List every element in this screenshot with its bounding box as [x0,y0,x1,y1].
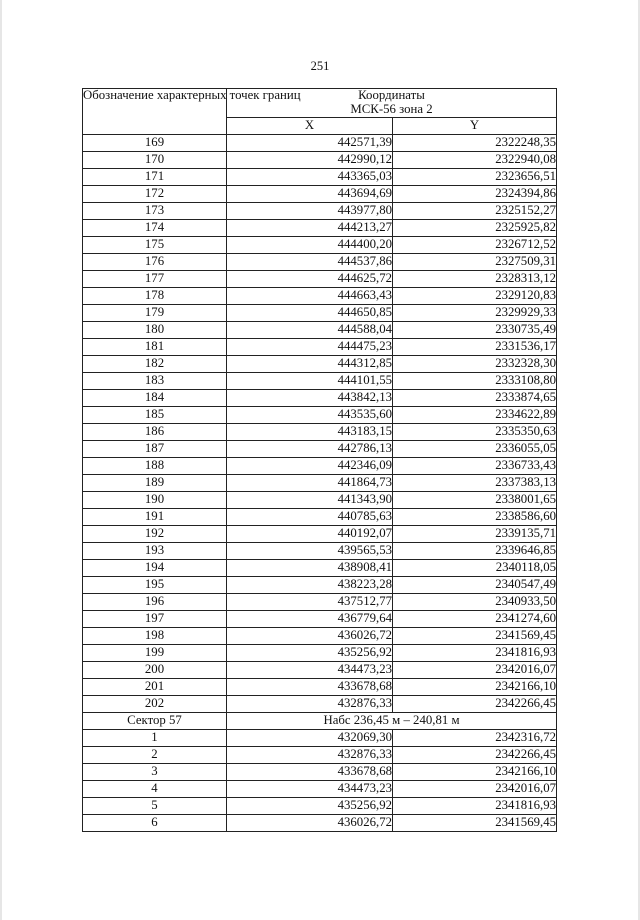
table-row [83,780,557,797]
x-coordinate-cell: 436779,64 [227,610,393,627]
x-coordinate-cell: 443183,15 [227,423,393,440]
y-coordinate-cell: 2342266,45 [393,695,557,712]
point-number-cell: 197 [83,610,227,627]
point-number-cell: 174 [83,219,227,236]
y-coordinate-cell: 2340118,05 [393,559,557,576]
point-number-cell: 171 [83,168,227,185]
table-row [83,593,557,610]
table-row [83,287,557,304]
table-row [83,610,557,627]
x-coordinate-cell: 444588,04 [227,321,393,338]
point-number-cell: 192 [83,525,227,542]
point-number-cell: 188 [83,457,227,474]
y-coordinate-cell: 2342016,07 [393,661,557,678]
table-row [83,219,557,236]
table-row [83,576,557,593]
point-number-cell: 199 [83,644,227,661]
x-coordinate-cell: 438908,41 [227,559,393,576]
table-row [83,338,557,355]
point-number-cell: 177 [83,270,227,287]
table-row [83,627,557,644]
y-coordinate-cell: 2342316,72 [393,729,557,746]
point-number-cell: 195 [83,576,227,593]
point-number-cell: 196 [83,593,227,610]
point-number-cell: 170 [83,151,227,168]
table-row [83,644,557,661]
point-number-cell: 181 [83,338,227,355]
x-coordinate-cell: 442346,09 [227,457,393,474]
x-coordinate-cell: 434473,23 [227,780,393,797]
point-number-cell: 194 [83,559,227,576]
y-coordinate-cell: 2341569,45 [393,814,557,831]
table-row [83,355,557,372]
x-coordinate-cell: 440785,63 [227,508,393,525]
y-coordinate-cell: 2325152,27 [393,202,557,219]
x-coordinate-cell: 432876,33 [227,746,393,763]
point-number-cell: 172 [83,185,227,202]
x-coordinate-cell: 434473,23 [227,661,393,678]
point-number-cell: 183 [83,372,227,389]
table-row [83,372,557,389]
y-coordinate-cell: 2335350,63 [393,423,557,440]
main-rows [83,134,557,712]
y-coordinate-cell: 2328313,12 [393,270,557,287]
table-row [83,508,557,525]
sector-rows [83,729,557,831]
y-coordinate-cell: 2338001,65 [393,491,557,508]
point-number-cell: 191 [83,508,227,525]
point-number-cell: 5 [83,797,227,814]
table-row [83,457,557,474]
y-coordinate-cell: 2333108,80 [393,372,557,389]
y-coordinate-cell: 2329929,33 [393,304,557,321]
table-row [83,695,557,712]
x-coordinate-cell: 444213,27 [227,219,393,236]
table-row [83,763,557,780]
x-coordinate-cell: 439565,53 [227,542,393,559]
point-number-cell: 186 [83,423,227,440]
table-row [83,678,557,695]
sector-label: Сектор 57 [83,712,227,729]
point-number-cell: 198 [83,627,227,644]
x-coordinate-cell: 433678,68 [227,763,393,780]
x-coordinate-cell: 444475,23 [227,338,393,355]
y-coordinate-cell: 2342166,10 [393,763,557,780]
point-number-cell: 179 [83,304,227,321]
y-coordinate-cell: 2341274,60 [393,610,557,627]
x-coordinate-cell: 444400,20 [227,236,393,253]
table-row [83,474,557,491]
x-coordinate-cell: 441343,90 [227,491,393,508]
x-coordinate-cell: 444312,85 [227,355,393,372]
x-coordinate-cell: 436026,72 [227,627,393,644]
x-coordinate-cell: 435256,92 [227,644,393,661]
y-coordinate-cell: 2337383,13 [393,474,557,491]
y-coordinate-cell: 2338586,60 [393,508,557,525]
x-coordinate-cell: 444537,86 [227,253,393,270]
y-coordinate-cell: 2341816,93 [393,797,557,814]
y-coordinate-cell: 2331536,17 [393,338,557,355]
table-row [83,321,557,338]
y-coordinate-cell: 2339135,71 [393,525,557,542]
sector-height-range: Набс 236,45 м – 240,81 м [227,712,557,729]
table-row [83,151,557,168]
page-left-edge [0,0,2,920]
point-number-cell: 200 [83,661,227,678]
point-number-cell: 175 [83,236,227,253]
y-coordinate-cell: 2340547,49 [393,576,557,593]
x-coordinate-cell: 432069,30 [227,729,393,746]
point-number-cell: 178 [83,287,227,304]
y-coordinate-cell: 2322940,08 [393,151,557,168]
y-coordinate-cell: 2339646,85 [393,542,557,559]
point-number-cell: 6 [83,814,227,831]
table-row [83,661,557,678]
point-number-cell: 193 [83,542,227,559]
table-row [83,729,557,746]
x-coordinate-cell: 444650,85 [227,304,393,321]
y-coordinate-cell: 2322248,35 [393,134,557,151]
x-coordinate-cell: 442786,13 [227,440,393,457]
point-number-cell: 3 [83,763,227,780]
point-number-cell: 180 [83,321,227,338]
header-coordinates-title: Координаты [358,88,425,102]
header-point-label: Обозначение характерных точек границ [83,89,227,135]
x-coordinate-cell: 444663,43 [227,287,393,304]
x-coordinate-cell: 443842,13 [227,389,393,406]
point-number-cell: 185 [83,406,227,423]
y-coordinate-cell: 2332328,30 [393,355,557,372]
table-row [83,797,557,814]
table-row [83,236,557,253]
x-coordinate-cell: 442990,12 [227,151,393,168]
y-coordinate-cell: 2336733,43 [393,457,557,474]
y-coordinate-cell: 2342166,10 [393,678,557,695]
x-coordinate-cell: 443977,80 [227,202,393,219]
y-coordinate-cell: 2334622,89 [393,406,557,423]
x-coordinate-cell: 441864,73 [227,474,393,491]
x-coordinate-cell: 435256,92 [227,797,393,814]
header-coordinate-system: МСК-56 зона 2 [350,101,433,116]
y-coordinate-cell: 2325925,82 [393,219,557,236]
table-row [83,440,557,457]
x-coordinate-cell: 444625,72 [227,270,393,287]
y-coordinate-cell: 2342016,07 [393,780,557,797]
x-coordinate-cell: 437512,77 [227,593,393,610]
point-number-cell: 2 [83,746,227,763]
x-coordinate-cell: 432876,33 [227,695,393,712]
table-row [83,559,557,576]
y-coordinate-cell: 2326712,52 [393,236,557,253]
table-row [83,304,557,321]
table-row [83,525,557,542]
y-coordinate-cell: 2341816,93 [393,644,557,661]
x-coordinate-cell: 436026,72 [227,814,393,831]
point-number-cell: 201 [83,678,227,695]
point-number-cell: 4 [83,780,227,797]
table-row [83,491,557,508]
x-coordinate-cell: 440192,07 [227,525,393,542]
x-coordinate-cell: 442571,39 [227,134,393,151]
y-coordinate-cell: 2329120,83 [393,287,557,304]
point-number-cell: 169 [83,134,227,151]
x-coordinate-cell: 444101,55 [227,372,393,389]
y-coordinate-cell: 2342266,45 [393,746,557,763]
table-row [83,168,557,185]
table-row [83,202,557,219]
point-number-cell: 187 [83,440,227,457]
point-number-cell: 189 [83,474,227,491]
table-row [83,134,557,151]
y-coordinate-cell: 2333874,65 [393,389,557,406]
header-y: Y [393,117,557,134]
point-number-cell: 184 [83,389,227,406]
page-number: 251 [310,59,330,73]
y-coordinate-cell: 2323656,51 [393,168,557,185]
point-number-cell: 176 [83,253,227,270]
y-coordinate-cell: 2336055,05 [393,440,557,457]
sector-row [83,712,557,729]
x-coordinate-cell: 438223,28 [227,576,393,593]
table-row [83,542,557,559]
point-number-cell: 190 [83,491,227,508]
point-number-cell: 1 [83,729,227,746]
table-row [83,423,557,440]
header-x: X [227,117,393,134]
point-number-cell: 202 [83,695,227,712]
x-coordinate-cell: 443694,69 [227,185,393,202]
coordinates-table [82,88,557,832]
y-coordinate-cell: 2330735,49 [393,321,557,338]
y-coordinate-cell: 2340933,50 [393,593,557,610]
x-coordinate-cell: 443535,60 [227,406,393,423]
table-row [83,253,557,270]
table-row [83,185,557,202]
point-number-cell: 182 [83,355,227,372]
table-row [83,406,557,423]
sector-block [83,712,557,729]
x-coordinate-cell: 443365,03 [227,168,393,185]
table-row [83,746,557,763]
table-row [83,270,557,287]
x-coordinate-cell: 433678,68 [227,678,393,695]
point-number-cell: 173 [83,202,227,219]
table-row [83,814,557,831]
table-row [83,389,557,406]
y-coordinate-cell: 2327509,31 [393,253,557,270]
y-coordinate-cell: 2341569,45 [393,627,557,644]
y-coordinate-cell: 2324394,86 [393,185,557,202]
